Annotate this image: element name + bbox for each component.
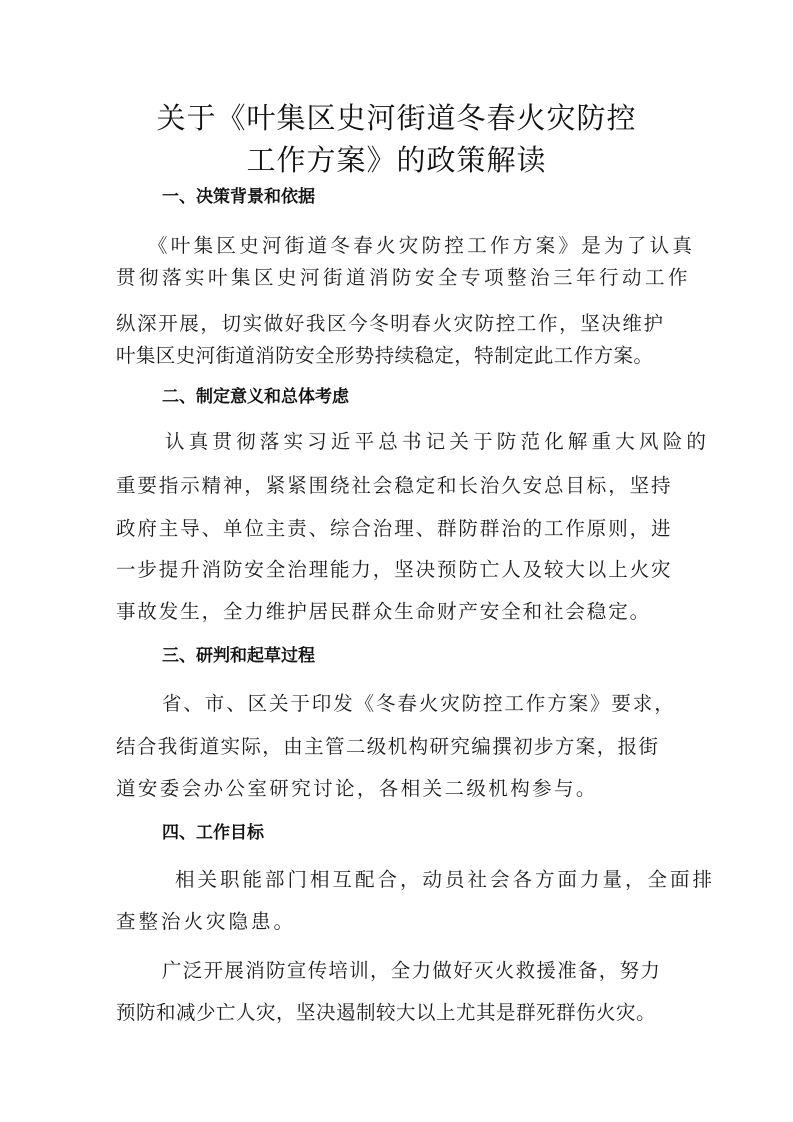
- paragraph-line: 相关职能部门相互配合，动员社会各方面力量，全面排: [175, 868, 716, 891]
- paragraph-line: 一步提升消防安全治理能力，坚决预防亡人及较大以上火灾: [116, 558, 673, 581]
- section-heading-work-goals: 四、工作目标: [162, 823, 264, 843]
- paragraph-line: 纵深开展，切实做好我区今冬明春火灾防控工作，坚决维护: [116, 312, 665, 335]
- section-heading-significance: 二、制定意义和总体考虑: [162, 387, 349, 407]
- paragraph-line: 贯彻落实叶集区史河街道消防安全专项整治三年行动工作: [116, 266, 692, 289]
- section-heading-drafting-process: 三、研判和起草过程: [162, 646, 315, 666]
- paragraph-line: 查整治火灾隐患。: [116, 910, 297, 933]
- paragraph-line: 广泛开展消防宣传培训，全力做好灭火救援准备，努力: [162, 959, 662, 982]
- paragraph-line: 政府主导、单位主责、综合治理、群防群治的工作原则，进: [116, 517, 673, 540]
- paragraph-line: 《叶集区史河街道冬春火灾防控工作方案》是为了认真: [148, 234, 696, 257]
- paragraph-line: 道安委会办公室研究讨论，各相关二级机构参与。: [116, 777, 598, 800]
- paragraph-line: 省、市、区关于印发《冬春火灾防控工作方案》要求，: [162, 692, 676, 715]
- document-title-line-1: 关于《叶集区史河街道冬春火灾防控: [156, 101, 637, 135]
- paragraph-line: 预防和减少亡人灾，坚决遏制较大以上尤其是群死群伤火灾。: [116, 1001, 657, 1024]
- section-heading-background: 一、决策背景和依据: [162, 187, 315, 207]
- paragraph-line: 重要指示精神，紧紧围绕社会稳定和长治久安总目标，坚持: [116, 474, 673, 497]
- paragraph-line: 认真贯彻落实习近平总书记关于防范化解重大风险的: [165, 430, 711, 453]
- document-title-line-2: 工作方案》的政策解读: [246, 143, 547, 177]
- paragraph-line: 结合我街道实际，由主管二级机构研究编撰初步方案，报街: [116, 735, 660, 758]
- paragraph-line: 事故发生，全力维护居民群众生命财产安全和社会稳定。: [116, 600, 652, 623]
- paragraph-line: 叶集区史河街道消防安全形势持续稳定，特制定此工作方案。: [116, 344, 654, 367]
